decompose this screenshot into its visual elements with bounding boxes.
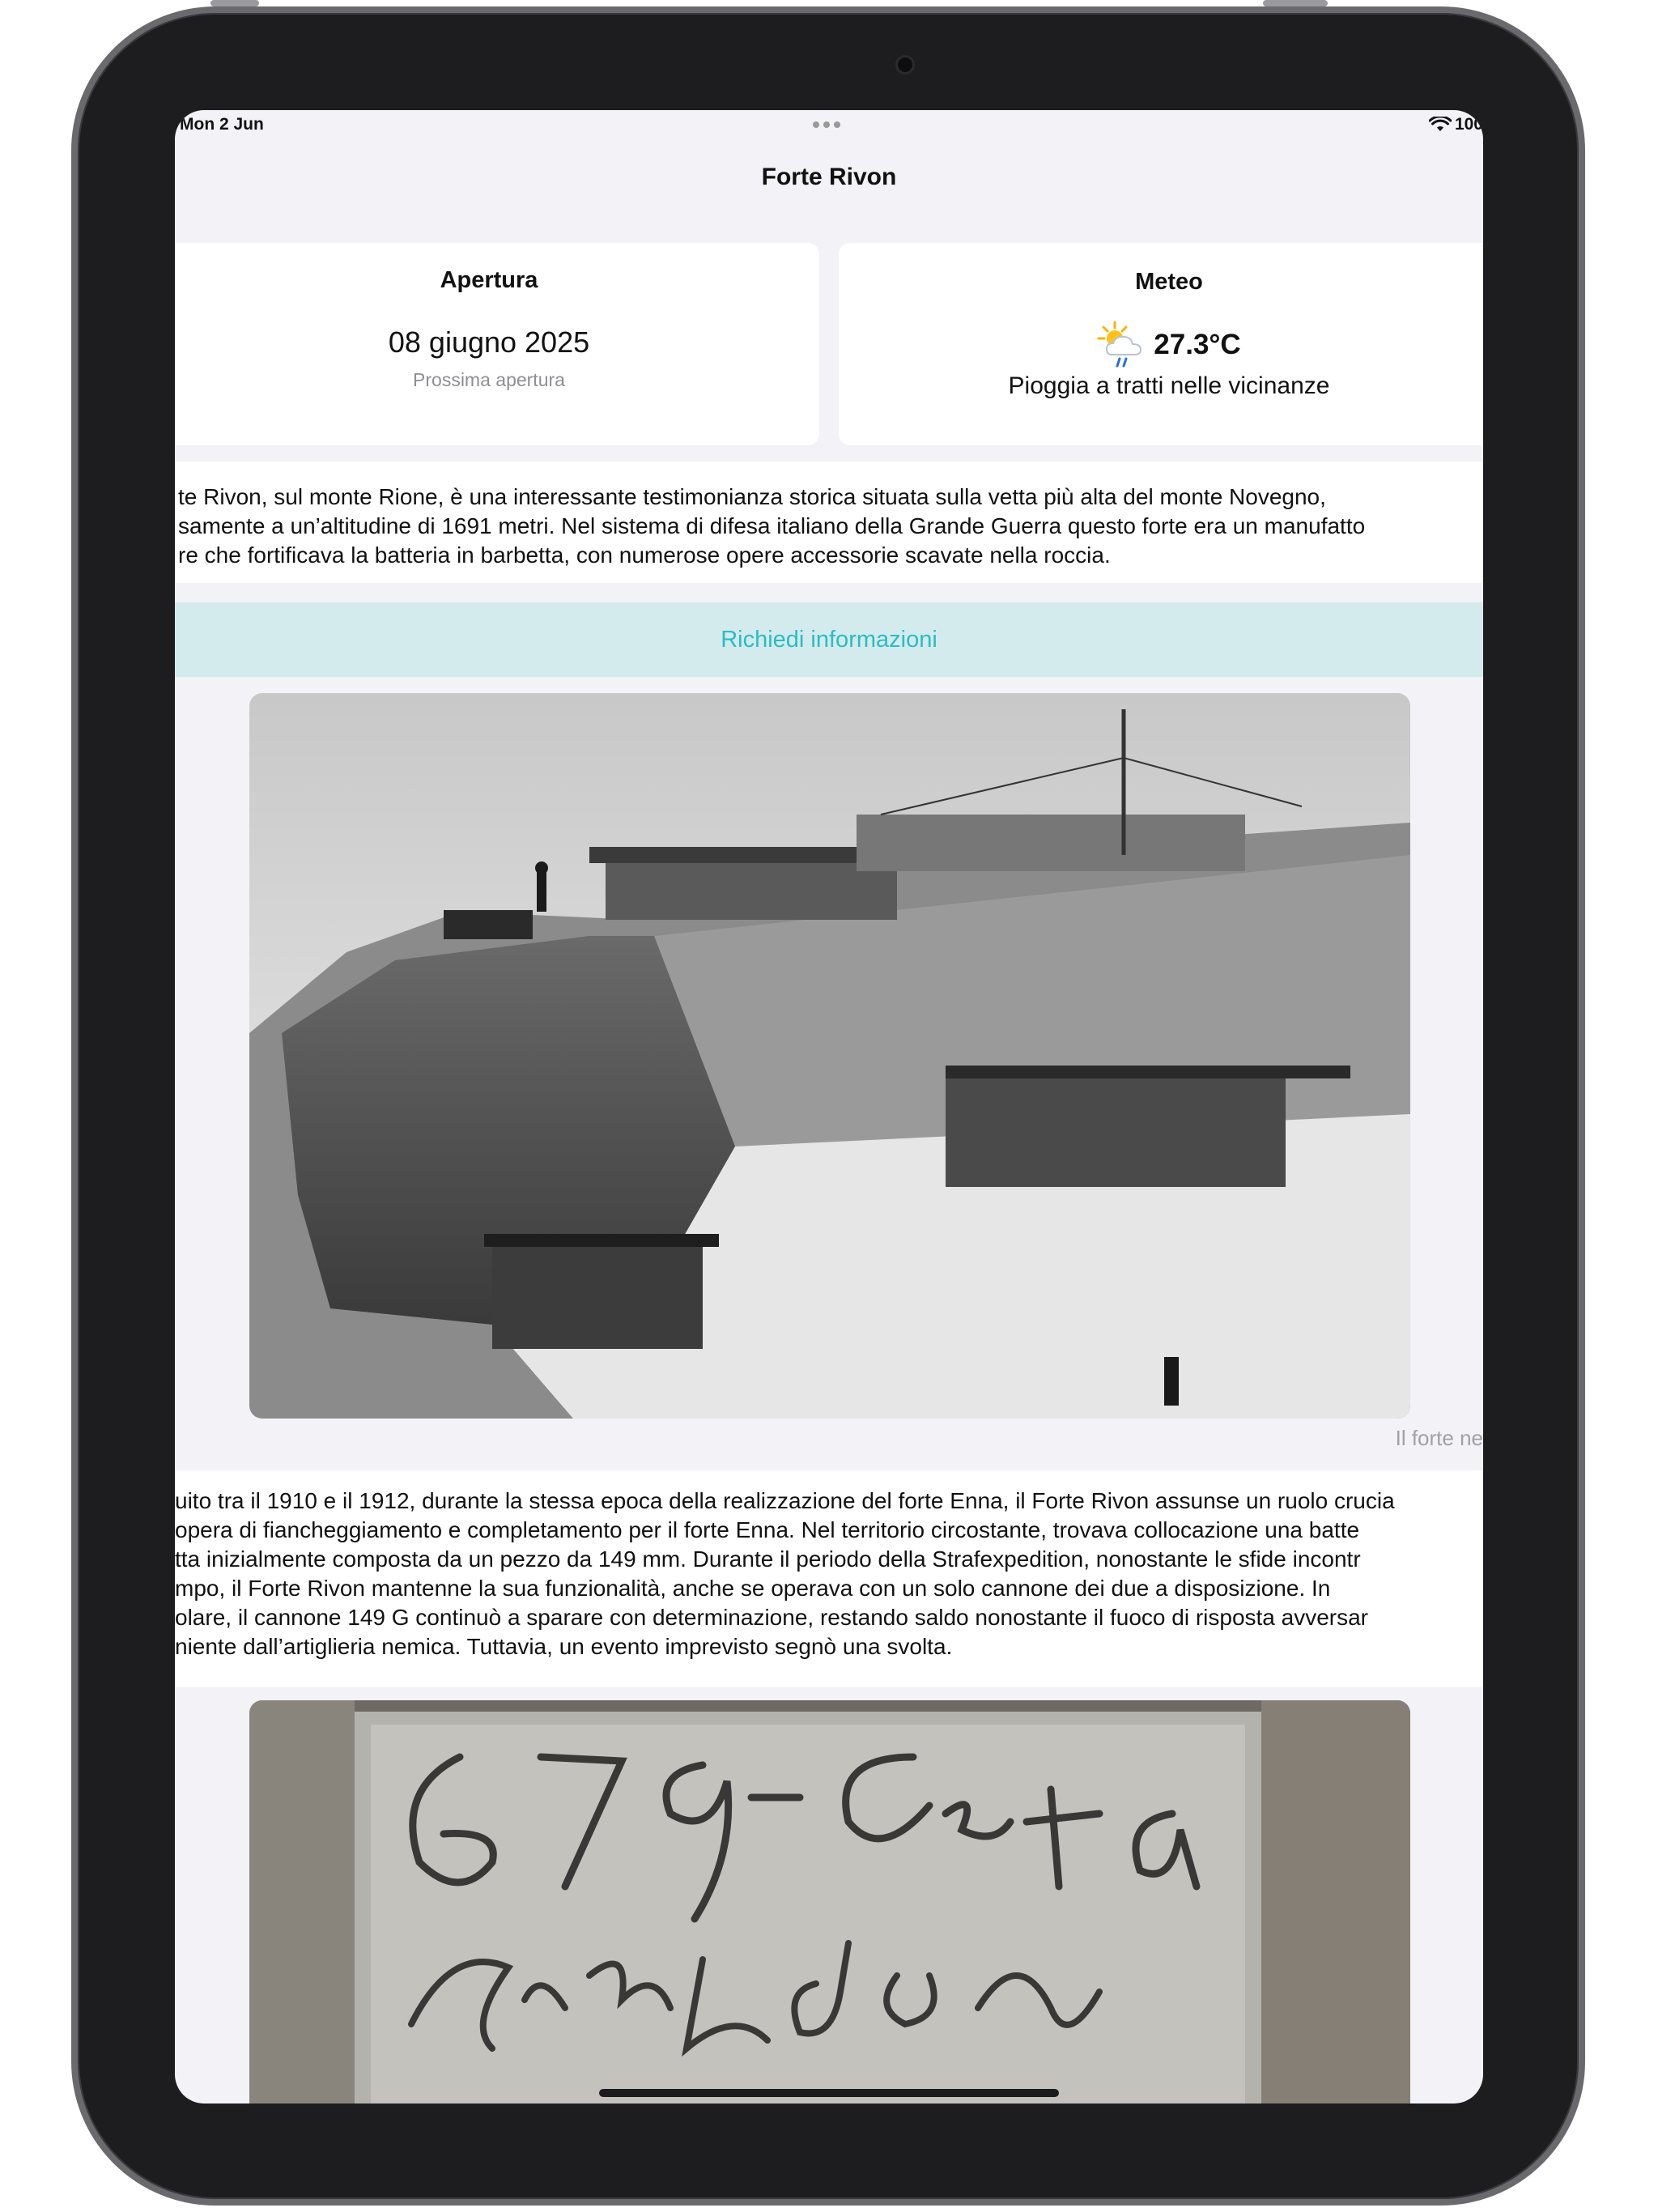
intro-line: te Rivon, sul monte Rione, è una interessante testimonianza storica situata sulla vetta più alta del monte Novegno, (178, 484, 1326, 509)
opening-card-title: Apertura (440, 267, 538, 293)
status-date: Mon 2 Jun (180, 115, 264, 134)
historical-fort-photo (249, 693, 1410, 1419)
history-paragraph (175, 1470, 1483, 1687)
intro-line: samente a un’altitudine di 1691 metri. Nel sistema di difesa italiano della Grande Guerra questo forte era un manufatto (178, 513, 1366, 538)
battery-level: 100 (1454, 115, 1483, 134)
intro-line: re che fortificava la batteria in barbetta, con numerose opere accessorie scavate nella roccia. (178, 542, 1111, 568)
weather-temperature: 27.3°C (1154, 329, 1241, 360)
home-indicator[interactable] (599, 2089, 1059, 2097)
history-line: niente dall’artiglieria nemica. Tuttavia, un evento imprevisto segnò una svolta. (175, 1634, 953, 1659)
status-right (1429, 115, 1483, 134)
hardware-button (1263, 0, 1328, 6)
request-info-button[interactable]: Richiedi informazioni (175, 602, 1483, 677)
history-line: mpo, il Forte Rivon mantenne la sua funzionalità, anche se operava con un solo cannone dei due a disposizione. In (175, 1576, 1331, 1601)
history-line: opera di fiancheggiamento e completamento per il forte Enna. Nel territorio circostante, trovava collocazione una batte (175, 1517, 1360, 1542)
partly-cloudy-rain-icon (1097, 321, 1149, 369)
weather-condition: Pioggia a tratti nelle vicinanze (1008, 372, 1330, 399)
intro-paragraph (175, 462, 1483, 583)
weather-card (839, 243, 1483, 445)
opening-date: 08 giugno 2025 (388, 325, 590, 359)
inscription-photo (249, 1700, 1410, 2104)
history-line: tta inizialmente composta da un pezzo da 149 mm. Durante il periodo della Strafexpedition, nonostante le sfide incontr (175, 1546, 1361, 1572)
opening-card (175, 243, 819, 445)
history-line: olare, il cannone 149 G continuò a sparare con determinazione, restando saldo nonostante il fuoco di risposta avversar (175, 1605, 1369, 1630)
status-bar (175, 110, 1483, 146)
page-title: Forte Rivon (761, 164, 897, 190)
app-screen (175, 110, 1483, 2104)
hardware-button (210, 0, 259, 6)
opening-date-subtitle: Prossima apertura (413, 369, 565, 390)
front-camera (895, 55, 915, 74)
weather-row (839, 321, 1483, 369)
multitasking-dots[interactable] (813, 121, 840, 128)
history-line: uito tra il 1910 e il 1912, durante la stessa epoca della realizzazione del forte Enna, il Forte Rivon assunse un ruolo crucia (175, 1488, 1395, 1513)
weather-card-title: Meteo (1135, 269, 1203, 295)
photo-caption: Il forte ne (1395, 1426, 1483, 1450)
wifi-icon (1429, 117, 1452, 133)
